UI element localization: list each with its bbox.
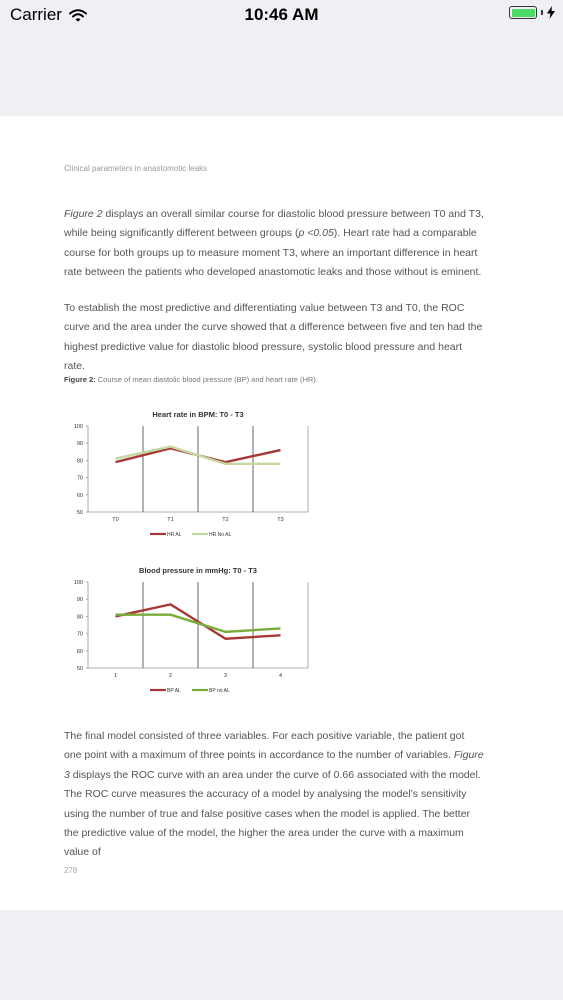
paragraph-1-text-a: displays an overall similar course for diastolic blood pressure between T0 and T3, while being significantly different between groups ( bbox=[64, 208, 484, 240]
page-number: 278 bbox=[64, 866, 78, 875]
hr-x-tick-label: T0 bbox=[112, 517, 119, 523]
bp-legend-label-2: BP no AL bbox=[209, 688, 230, 694]
bp-y-tick-label: 90 bbox=[76, 597, 83, 604]
bp-x-tick-label: 1 bbox=[113, 673, 118, 679]
battery-tip bbox=[541, 10, 543, 15]
figure-3-reference: Figure 3 bbox=[64, 749, 484, 781]
bp-y-tick-label: 70 bbox=[76, 631, 83, 638]
heart-rate-chart bbox=[58, 404, 318, 544]
hr-legend-label-1: HR AL bbox=[167, 532, 182, 538]
status-time: 10:46 AM bbox=[244, 5, 319, 24]
hr-x-tick-label: T3 bbox=[277, 517, 284, 523]
paragraph-3 bbox=[64, 727, 484, 863]
figure-caption bbox=[64, 375, 318, 384]
bp-chart-title: Blood pressure in mmHg: T0 - T3 bbox=[139, 566, 257, 575]
hr-y-tick-label: 70 bbox=[76, 475, 83, 482]
status-bar bbox=[0, 0, 563, 30]
bp-y-tick-label: 100 bbox=[73, 580, 83, 586]
bp-legend-label-1: BP AL bbox=[167, 688, 181, 694]
carrier-label: Carrier bbox=[10, 5, 62, 24]
hr-y-tick-label: 90 bbox=[76, 441, 83, 448]
hr-y-tick-label: 60 bbox=[76, 492, 83, 499]
paragraph-1-text-b: ). Heart rate had a comparable course for both groups up to measure moment T3, where an important difference in heart rate between the patients who developed anastomotic leaks and those without is eminent. bbox=[64, 227, 482, 279]
figure-caption-label: Figure 2: bbox=[64, 375, 96, 384]
hr-x-tick-label: T2 bbox=[222, 517, 229, 523]
charging-bolt-icon bbox=[547, 6, 555, 19]
status-right bbox=[509, 6, 555, 19]
hr-y-tick-label: 100 bbox=[73, 424, 83, 430]
bp-y-tick-label: 60 bbox=[76, 648, 83, 655]
battery-icon bbox=[509, 6, 537, 19]
bp-x-tick-label: 2 bbox=[168, 673, 173, 679]
p-value: p <0.05 bbox=[298, 227, 334, 240]
hr-y-tick-label: 80 bbox=[76, 458, 83, 465]
hr-legend-label-2: HR No AL bbox=[209, 532, 232, 538]
hr-chart-title: Heart rate in BPM: T0 - T3 bbox=[152, 410, 244, 419]
document-page[interactable] bbox=[0, 116, 563, 910]
paragraph-3-text-a: The final model consisted of three variables. For each positive variable, the patient got one point with a maximum of three points in accordance to the number of variables. bbox=[64, 730, 465, 762]
figure-caption-text: Course of mean diastolic blood pressure (BP) and heart rate (HR). bbox=[95, 375, 318, 384]
running-head: Clinical parameters in anastomotic leaks bbox=[64, 164, 208, 173]
bp-x-tick-label: 4 bbox=[278, 673, 283, 679]
battery-level-fill bbox=[512, 9, 535, 17]
bp-x-tick-label: 3 bbox=[223, 673, 228, 679]
figure-2-reference: Figure 2 bbox=[64, 208, 103, 220]
hr-x-tick-label: T1 bbox=[167, 517, 174, 523]
bp-y-tick-label: 80 bbox=[76, 614, 83, 621]
blood-pressure-chart bbox=[58, 560, 318, 700]
hr-y-tick-label: 50 bbox=[76, 510, 83, 516]
paragraph-2: To establish the most predictive and differentiating value between T3 and T0, the ROC curve and the area under the curve showed that a difference between five and ten had the highest predictive value for diastolic blood pressure, systolic blood pressure and heart rate. bbox=[64, 302, 483, 373]
bp-y-tick-label: 50 bbox=[76, 666, 83, 672]
paragraph-3-text-b: displays the ROC curve with an area under the curve of 0.66 associated with the model. The ROC curve measures the accuracy of a model by analysing the model’s sensitivity using the number of true and false positive cases when the model is applied. The better the predictive value of the model, the higher the area under the curve with a maximum value of bbox=[64, 768, 481, 859]
paragraph-1 bbox=[64, 205, 484, 283]
